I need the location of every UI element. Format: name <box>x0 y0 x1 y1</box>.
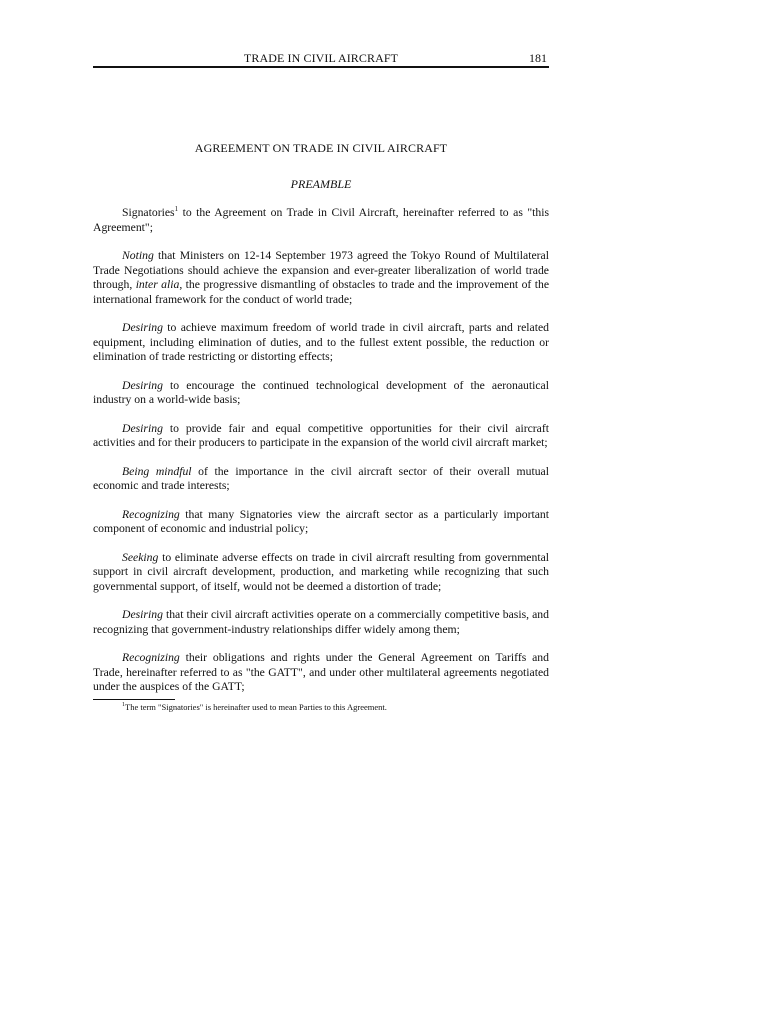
footnote-text: The term "Signatories" is hereinafter used to mean Parties to this Agreement. <box>125 701 387 712</box>
paragraph-signatories <box>93 206 549 235</box>
paragraph-noting <box>93 249 549 307</box>
paragraph-being-mindful <box>93 465 549 494</box>
footnote-number: 1 <box>122 701 125 708</box>
footnote-marker: 1 <box>174 205 179 213</box>
page-number: 181 <box>529 51 547 65</box>
paragraph-lead: Desiring <box>122 608 163 621</box>
paragraph-lead: Being mindful <box>122 464 192 478</box>
footnote <box>93 702 549 713</box>
paragraph-desiring-opportunities <box>93 422 549 451</box>
document-page <box>93 50 549 713</box>
paragraph-lead: Noting <box>122 249 154 262</box>
paragraph-lead: Desiring <box>122 421 163 435</box>
paragraph-recognizing-policy <box>93 508 549 537</box>
paragraph-lead: Desiring <box>122 321 163 334</box>
paragraph-text: to encourage the continued technological development of the aeronautical industry on a world-wide basis; <box>93 378 549 406</box>
paragraph-text: to the Agreement on Trade in Civil Aircraft, hereinafter referred to as "this Agreement"; <box>93 206 549 234</box>
paragraph-seeking <box>93 551 549 595</box>
paragraph-text: their obligations and rights under the General Agreement on Tariffs and Trade, hereinafter referred to as "the GATT", and under other multilateral agreements negotiated under the auspices of the GATT; <box>93 651 549 693</box>
paragraph-lead: Signatories <box>122 206 175 219</box>
paragraph-text: of the importance in the civil aircraft sector of their overall mutual economic and trade interests; <box>93 464 549 492</box>
document-body <box>93 206 549 713</box>
paragraph-text: to provide fair and equal competitive opportunities for their civil aircraft activities and for their producers to participate in the expansion of the world civil aircraft market; <box>93 421 549 449</box>
paragraph-lead: Desiring <box>122 378 163 392</box>
paragraph-text: to eliminate adverse effects on trade in civil aircraft resulting from governmental support in civil aircraft development, production, and marketing while recognizing that such governmental support, of itself, would not be deemed a distortion of trade; <box>93 550 549 593</box>
paragraph-lead: Recognizing <box>122 507 180 521</box>
paragraph-lead: Seeking <box>122 550 159 564</box>
paragraph-desiring-development <box>93 379 549 408</box>
document-title: AGREEMENT ON TRADE IN CIVIL AIRCRAFT <box>194 141 448 155</box>
paragraph-desiring-competitive <box>93 608 549 637</box>
paragraph-text: that their civil aircraft activities operate on a commercially competitive basis, and recognizing that government-industry relationships differ widely among them; <box>93 608 549 636</box>
paragraph-recognizing-gatt <box>93 651 549 695</box>
section-heading: PREAMBLE <box>290 177 352 191</box>
paragraph-lead: Recognizing <box>122 651 180 664</box>
footnote-divider <box>93 699 175 700</box>
running-title: TRADE IN CIVIL AIRCRAFT <box>243 51 399 65</box>
paragraph-text: , the progressive dismantling of obstacles to trade and the improvement of the international framework for the conduct of world trade; <box>93 278 550 306</box>
paragraph-text: that Ministers on 12-14 September 1973 agreed the Tokyo Round of Multilateral Trade Negotiations should achieve the expansion and ever-greater liberalization of world trade through, <box>93 249 549 291</box>
running-header <box>93 50 549 68</box>
paragraph-desiring-freedom <box>93 321 549 365</box>
paragraph-text: to achieve maximum freedom of world trade in civil aircraft, parts and related equipment, including elimination of duties, and to the fullest extent possible, the reduction or elimination of trade restricting or distorting effects; <box>93 321 549 363</box>
paragraph-italic-phrase: inter alia <box>135 278 180 291</box>
paragraph-text: that many Signatories view the aircraft sector as a particularly important component of economic and industrial policy; <box>93 507 549 535</box>
